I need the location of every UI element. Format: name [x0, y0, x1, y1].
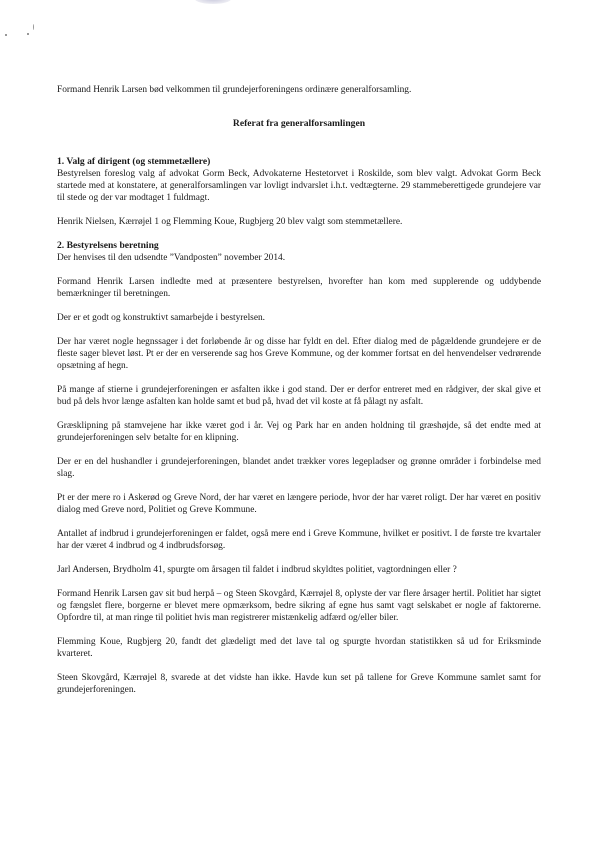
- scan-speck: [5, 34, 7, 36]
- paragraph: Henrik Nielsen, Kærrøjel 1 og Flemming Koue, Rugbjerg 20 blev valgt som stemmetællere.: [57, 217, 403, 227]
- section-heading: 1. Valg af dirigent (og stemmetællere): [57, 156, 211, 167]
- document-body: [57, 84, 541, 708]
- paragraph: Der har været nogle hegnssager i det forløbende år og disse har fyldt en del. Efter dialog med de pågældende grundejere er de fleste sager blevet løst. Pt er der en verserende sag hos Greve Kommune, og der kommer fortsat en del henvendelser vedrørende opsætning af hegn.: [57, 337, 541, 371]
- paragraph: Der er et godt og konstruktivt samarbejde i bestyrelsen.: [57, 313, 266, 323]
- paragraph: Antallet af indbrud i grundejerforeningen er faldet, også mere end i Greve Kommune, hvilket er positivt. I de første tre kvartaler har der været 4 indbrud og 4 indbrudsforsøg.: [57, 529, 541, 551]
- paragraph: Græsklipning på stamvejene har ikke været god i år. Vej og Park har en anden holdning til græshøjde, så det endte med at grundejerforeningen selv betalte for en klipning.: [57, 421, 541, 443]
- paragraph: Der henvises til den udsendte ”Vandposten” november 2014.: [57, 253, 286, 263]
- paragraph: Steen Skovgård, Kærrøjel 8, svarede at det vidste han ikke. Havde kun set på tallene for Greve Kommune samlet samt for grundejerforeningen.: [57, 673, 541, 695]
- paragraph: Formand Henrik Larsen indledte med at præsentere bestyrelsen, hvorefter han kom med supplerende og uddybende bemærkninger til beretningen.: [57, 277, 541, 299]
- paragraph: Formand Henrik Larsen gav sit bud herpå – og Steen Skovgård, Kærrøjel 8, oplyste der var flere årsager hertil. Politiet har sigtet og fængslet flere, borgerne er blevet mere opmærksom, bedre sikring af egne hus samt vagt selskabet er nogle af faktorerne. Opfordre til, at man ringe til politiet hvis man registrerer mistænkelig adfærd og/eller biler.: [57, 589, 541, 623]
- paragraph: Bestyrelsen foreslog valg af advokat Gorm Beck, Advokaterne Hestetorvet i Roskilde, som blev valgt. Advokat Gorm Beck startede med at konstatere, at generalforsamlingen var lovligt indvarslet i.h.t. vedtægterne. 29 stammeberettigede grundejere var til stede og der var modtaget 1 fuldmagt.: [57, 169, 541, 203]
- paragraph: Der er en del hushandler i grundejerforeningen, blandet andet trækker vores legepladser og grønne områder i forbindelse med slag.: [57, 457, 541, 479]
- paragraph: På mange af stierne i grundejerforeningen er asfalten ikke i god stand. Der er derfor entreret med en rådgiver, der skal give et bud på dels hvor længe asfalten kan holde samt et bud på, hvad det vil koste at få pålagt ny asfalt.: [57, 385, 541, 407]
- paragraph: Pt er der mere ro i Askerød og Greve Nord, der har været en længere periode, hvor der har været roligt. Der har været en positiv dialog med Greve nord, Politiet og Greve Kommune.: [57, 493, 541, 515]
- section-heading: 2. Bestyrelsens beretning: [57, 240, 159, 251]
- paragraph: Flemming Koue, Rugbjerg 20, fandt det glædeligt med det lave tal og spurgte hvordan statistikken så ud for Eriksminde kvarteret.: [57, 637, 541, 659]
- scan-artifact: [195, 0, 231, 4]
- intro-paragraph: Formand Henrik Larsen bød velkommen til grundejerforeningens ordinære generalforsamling.: [57, 85, 412, 95]
- scan-speck: [27, 33, 29, 35]
- paragraph: Jarl Andersen, Brydholm 41, spurgte om årsagen til faldet i indbrud skyldtes politiet, vagtordningen eller ?: [57, 565, 457, 575]
- document-title: Referat fra generalforsamlingen: [232, 118, 366, 129]
- scan-speck: [33, 24, 34, 30]
